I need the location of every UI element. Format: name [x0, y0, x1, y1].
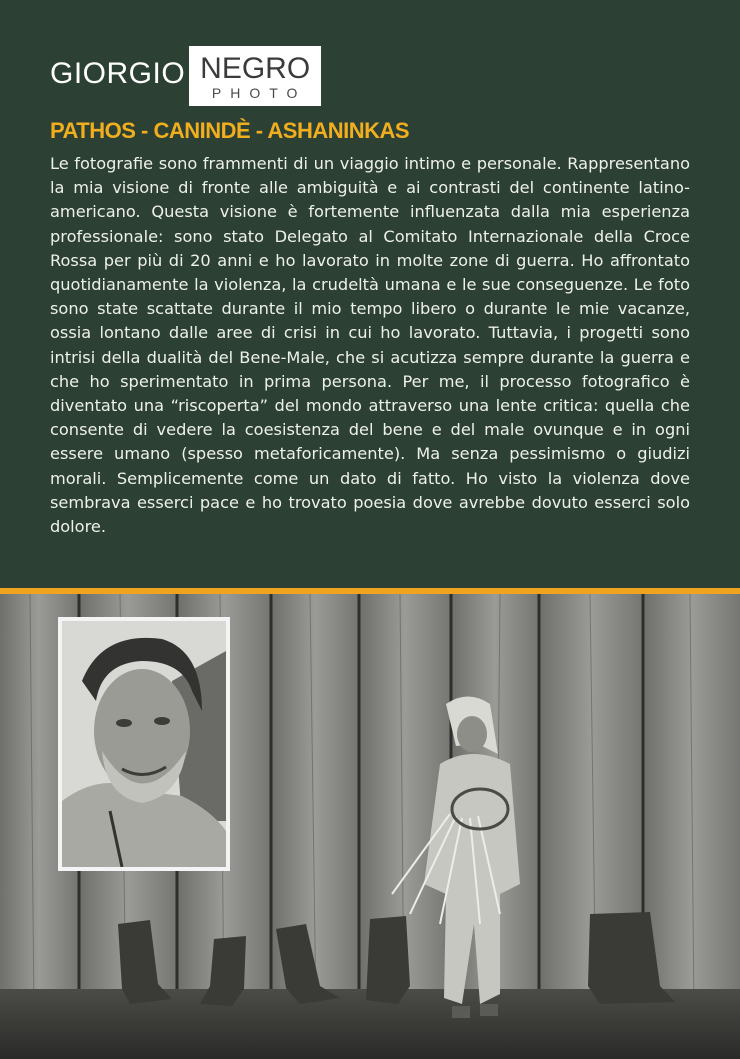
logo [50, 46, 321, 106]
logo-box [189, 46, 321, 106]
statement-text: Le fotografie sono frammenti di un viaggio intimo e personale. Rappresentano la mia visione di fronte alle ambiguità e ai contrasti del continente latino-americano. Questa visione è fortemente influenzata dalla mia esperienza professionale: sono stato Delegato al Comitato Internazionale della Croce Rossa per più di 20 anni e ho lavorato in molte zone di guerra. Ho affrontato quotidianamente la violenza, la crudeltà umana e le sue conseguenze. Le foto sono state scattate durante il mio tempo libero o durante le mie vacanze, ossia lontano dalle aree di crisi in cui ho lavorato. Tuttavia, i progetti sono intrisi della dualità del Bene-Male, che si acutizza sempre durante la guerra e che ho sperimentato in prima persona. Per me, il processo fotografico è diventato una “riscoperta” del mondo attraverso una lente critica: quella che consente di vedere la coesistenza del bene e del male ovunque e in ogni essere umano (spesso metaforicamente). Ma senza pessimismo o giudizi morali. Semplicemente come un dato di fatto. Ho visto la violenza dove sembrava esserci pace e ho trovato poesia dove avrebbe dovuto esserci solo dolore. [50, 154, 690, 537]
logo-name-left: GIORGIO [50, 57, 186, 90]
portrait-illustration [62, 621, 226, 867]
portrait-photo [58, 617, 230, 871]
logo-subtitle: PHOTO [211, 85, 307, 101]
page-title: PATHOS - CANINDÈ - ASHANINKAS [50, 118, 410, 143]
logo-name-right: NEGRO [200, 52, 311, 85]
